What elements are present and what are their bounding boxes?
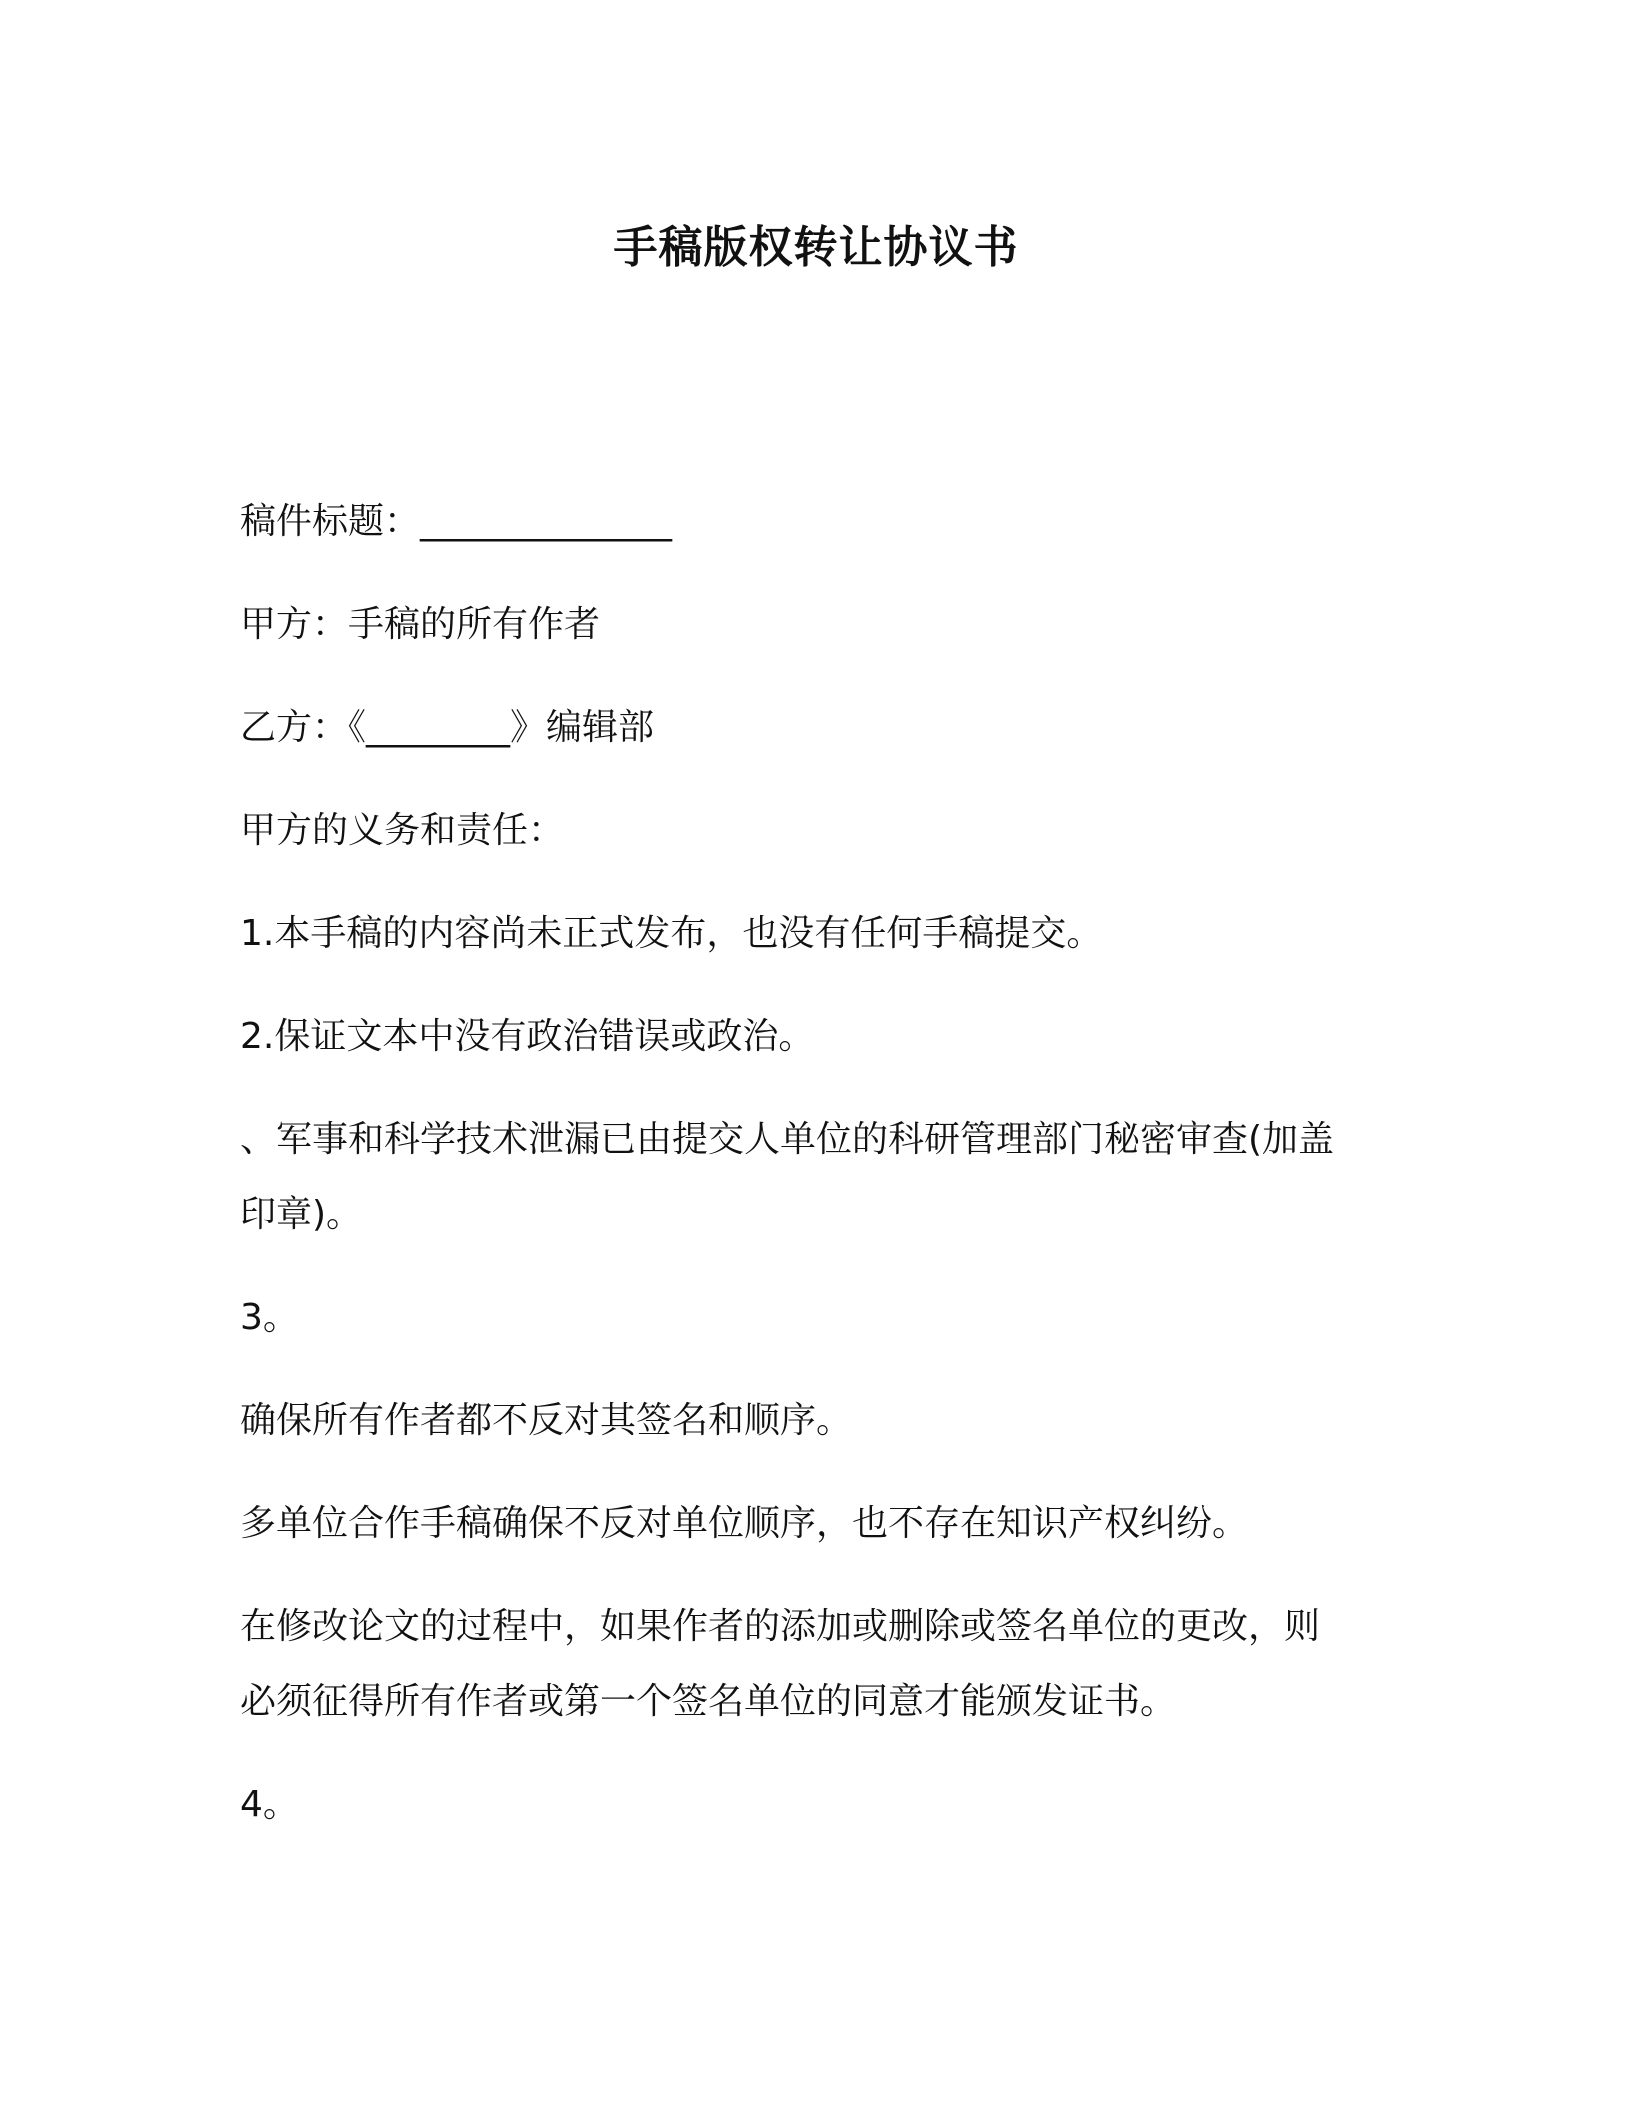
manuscript-title-blank: ______________: [420, 501, 673, 542]
party-b-suffix: 》编辑部: [510, 707, 655, 748]
party-b-line: [240, 702, 1400, 754]
party-b-blank: ________: [366, 707, 511, 748]
paragraph-1: 1.本手稿的内容尚未正式发布，也没有任何手稿提交。: [240, 913, 1103, 954]
paragraph-3-number: 3。: [240, 1297, 299, 1338]
paragraph-2: 2.保证文本中没有政治错误或政治。: [240, 1016, 815, 1057]
manuscript-title-label: 稿件标题：: [240, 501, 421, 542]
party-a-line: 甲方：手稿的所有作者: [240, 604, 601, 645]
paragraph-4-number: 4。: [240, 1784, 299, 1825]
paragraph-2-continued: 、军事和科学技术泄漏已由提交人单位的科研管理部门秘密审查(加盖: [240, 1119, 1335, 1160]
paragraph-3-c-line-2: 必须征得所有作者或第一个签名单位的同意才能颁发证书。: [240, 1681, 1177, 1722]
party-b-prefix: 乙方：《: [240, 707, 367, 748]
document-title: 手稿版权转让协议书: [613, 222, 1019, 273]
paragraph-3-c: 在修改论文的过程中，如果作者的添加或删除或签名单位的更改，则: [240, 1606, 1321, 1647]
paragraph-3-a: 确保所有作者都不反对其签名和顺序。: [240, 1400, 853, 1441]
manuscript-title-line: [240, 496, 1400, 548]
obligations-heading: 甲方的义务和责任：: [240, 810, 565, 851]
paragraph-2-continued-line-2: 印章)。: [240, 1194, 363, 1235]
paragraph-3-b: 多单位合作手稿确保不反对单位顺序，也不存在知识产权纠纷。: [240, 1503, 1249, 1544]
